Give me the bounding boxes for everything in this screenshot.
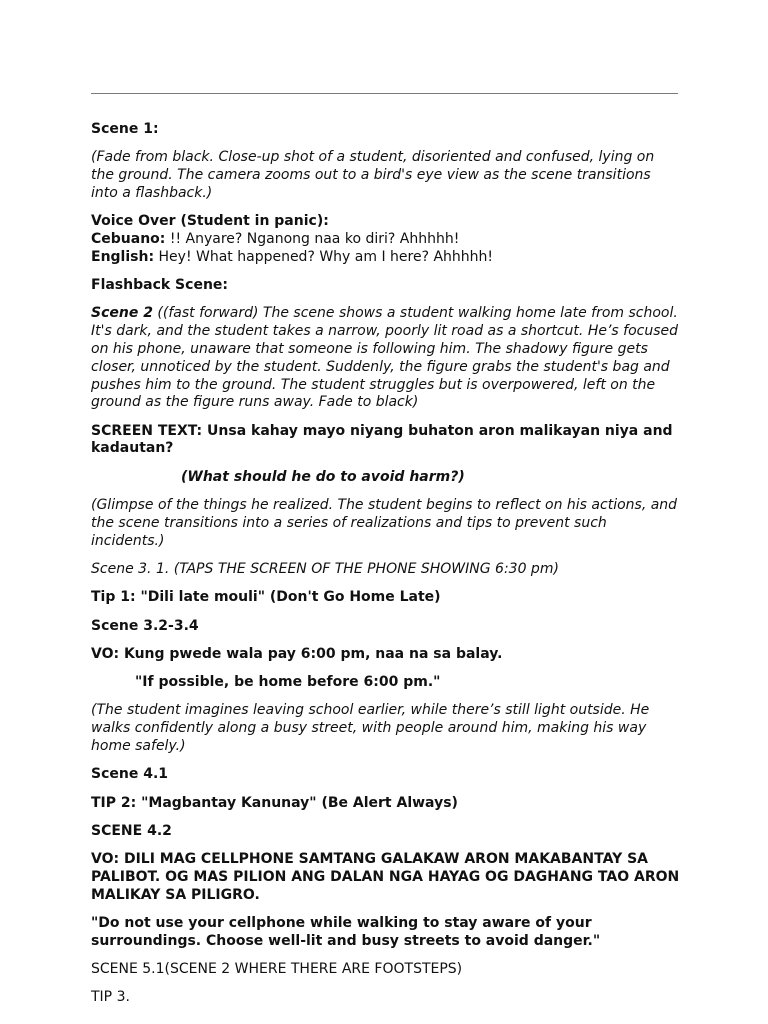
vo1-cebuano: VO: Kung pwede wala pay 6:00 pm, naa na sa balay. [91,645,503,662]
scene51-line: SCENE 5.1(SCENE 2 WHERE THERE ARE FOOTSTEPS) [91,961,463,978]
vo2-english: "Do not use your cellphone while walking to stay aware of your surroundings. Choose well-lit and busy streets to avoid danger." [91,915,601,949]
scene1-direction: (Fade from black. Close-up shot of a student, disoriented and confused, lying on the ground. The camera zooms out to a bird's eye view as the scene transitions into a flashback.) [91,149,655,201]
scene32-heading: Scene 3.2-3.4 [91,617,199,634]
cebuano-label: Cebuano: [91,230,166,247]
scene2-label: Scene 2 [91,305,153,322]
tip1-heading: Tip 1: "Dili late mouli" (Don't Go Home Late) [91,589,441,606]
header-rule [91,93,678,94]
script-document [91,121,681,1007]
screen-text-english: (What should he do to avoid harm?) [181,468,465,485]
flashback-heading: Flashback Scene: [91,277,228,294]
voiceover1-heading: Voice Over (Student in panic): [91,213,329,230]
scene1-heading: Scene 1: [91,121,159,137]
scene2-text: ((fast forward) The scene shows a student walking home late from school. It's dark, and the student takes a narrow, poorly lit road as a shortcut. He’s focused on his phone, unaware that someone is following him. The shadowy figure gets closer, unnoticed by the student. Suddenly, the figure grabs the student's bag and pushes him to the ground. The student struggles but is overpowered, left on the ground as the figure runs away. Fade to black) [91,305,679,411]
english-label: English: [91,248,155,265]
screen-text-cebuano: SCREEN TEXT: Unsa kahay mayo niyang buhaton aron malikayan niya and kadautan? [91,422,673,457]
imagine-direction: (The student imagines leaving school earlier, while there’s still light outside. He walks confidently along a busy street, with people around him, making his way home safely.) [91,702,650,755]
vo2-cebuano: VO: DILI MAG CELLPHONE SAMTANG GALAKAW ARON MAKABANTAY SA PALIBOT. OG MAS PILION ANG DALAN NGA HAYAG OG DAGHANG TAO ARON MALIKAY SA PILIGRO. [91,851,680,903]
scene2-paragraph [91,305,681,412]
scene3-line: Scene 3. 1. (TAPS THE SCREEN OF THE PHONE SHOWING 6:30 pm) [91,560,559,577]
cebuano-text: !! Anyare? Nganong naa ko diri? Ahhhhh! [165,230,460,247]
voiceover1-block [91,213,681,266]
vo1-english: "If possible, be home before 6:00 pm." [135,674,441,691]
english-text: Hey! What happened? Why am I here? Ahhhhh! [154,248,494,265]
realizations-direction: (Glimpse of the things he realized. The student begins to reflect on his actions, and the scene transitions into a series of realizations and tips to prevent such incidents.) [91,497,678,549]
tip2-heading: TIP 2: "Magbantay Kanunay" (Be Alert Always) [91,794,458,811]
scene41-heading: Scene 4.1 [91,766,169,783]
scene42-heading: SCENE 4.2 [91,822,172,839]
tip3-line: TIP 3. [91,989,130,1006]
